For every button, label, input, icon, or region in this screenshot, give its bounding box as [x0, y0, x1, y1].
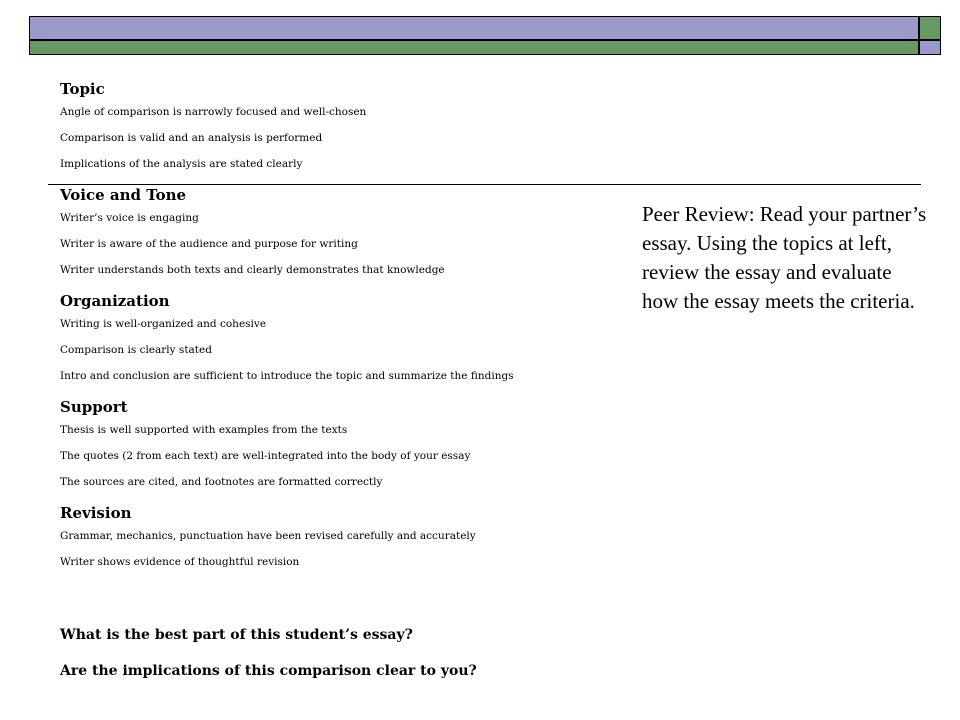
- criteria-item: Comparison is valid and an analysis is performed: [60, 132, 323, 144]
- criteria-item: Angle of comparison is narrowly focused and well-chosen: [60, 106, 367, 118]
- criteria-item: Intro and conclusion are sufficient to introduce the topic and summarize the findings: [60, 370, 514, 382]
- section-heading-support: Support: [60, 398, 128, 416]
- criteria-item: Writer’s voice is engaging: [60, 212, 199, 224]
- section-heading-topic: Topic: [60, 80, 105, 98]
- peer-review-instructions: Peer Review: Read your partner’s essay. Using the topics at left, review the essay and evaluate how the essay meets the criteria.: [642, 202, 927, 313]
- question-best-part: What is the best part of this student’s essay?: [60, 627, 413, 643]
- criteria-item: Implications of the analysis are stated clearly: [60, 158, 303, 170]
- criteria-item: Thesis is well supported with examples from the texts: [60, 424, 348, 436]
- header-bar-top: [29, 16, 919, 40]
- criteria-item: Writer understands both texts and clearly demonstrates that knowledge: [60, 264, 445, 276]
- question-implications: Are the implications of this comparison clear to you?: [60, 663, 477, 679]
- criteria-item: The sources are cited, and footnotes are formatted correctly: [60, 476, 383, 488]
- criteria-item: The quotes (2 from each text) are well-integrated into the body of your essay: [60, 450, 471, 462]
- section-heading-organization: Organization: [60, 292, 170, 310]
- criteria-item: Grammar, mechanics, punctuation have been revised carefully and accurately: [60, 530, 476, 542]
- section-heading-revision: Revision: [60, 504, 132, 522]
- criteria-item: Writer is aware of the audience and purpose for writing: [60, 238, 358, 250]
- criteria-item: Writing is well-organized and cohesive: [60, 318, 267, 330]
- corner-square-top: [919, 16, 941, 40]
- criteria-item: Writer shows evidence of thoughtful revision: [60, 556, 300, 568]
- criteria-list: [60, 78, 620, 582]
- section-heading-voice-and-tone: Voice and Tone: [60, 186, 187, 204]
- criteria-item: Comparison is clearly stated: [60, 344, 212, 356]
- corner-square-bottom: [919, 40, 941, 55]
- header-bar-bottom: [29, 40, 919, 55]
